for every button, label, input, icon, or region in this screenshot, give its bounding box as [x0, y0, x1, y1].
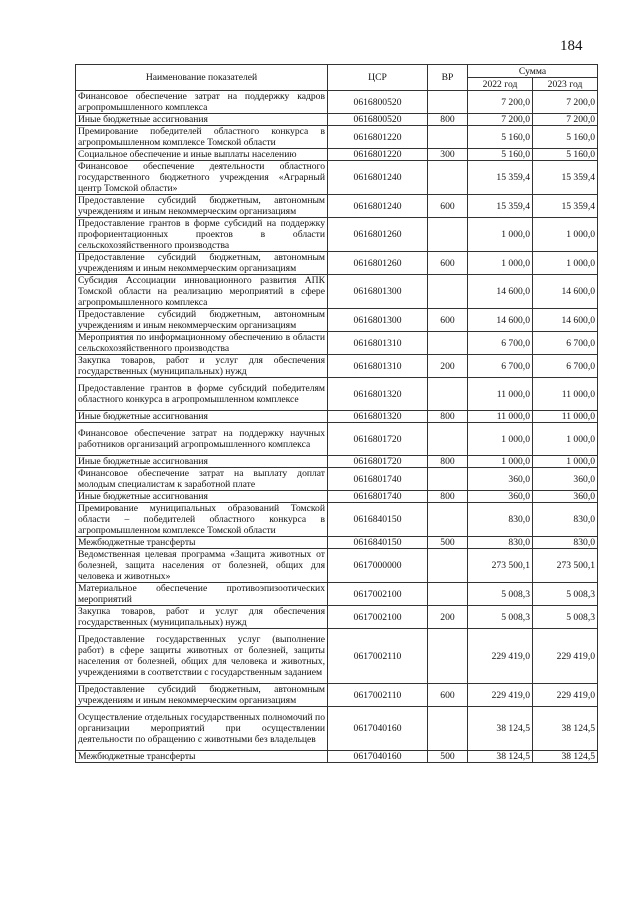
row-csr: 0617000000 — [328, 549, 428, 583]
row-csr: 0616801740 — [328, 468, 428, 491]
table-row — [76, 378, 598, 411]
row-amount-2023: 6 700,0 — [533, 332, 598, 355]
table-row — [76, 456, 598, 468]
row-vr: 200 — [428, 606, 468, 629]
row-amount-2023: 1 000,0 — [533, 218, 598, 252]
row-vr — [428, 707, 468, 751]
row-csr: 0616801300 — [328, 275, 428, 309]
row-name: Межбюджетные трансферты — [76, 751, 328, 763]
row-amount-2023: 5 008,3 — [533, 606, 598, 629]
row-csr: 0616801320 — [328, 378, 428, 411]
row-vr — [428, 583, 468, 606]
row-csr: 0617002110 — [328, 684, 428, 707]
table-row — [76, 468, 598, 491]
row-amount-2022: 360,0 — [468, 468, 533, 491]
row-vr: 500 — [428, 751, 468, 763]
row-amount-2022: 14 600,0 — [468, 275, 533, 309]
header-name: Наименование показателей — [76, 65, 328, 91]
row-amount-2022: 7 200,0 — [468, 114, 533, 126]
row-vr: 600 — [428, 309, 468, 332]
row-name: Финансовое обеспечение затрат на поддержку научных работников организаций агропромышленного комплекса — [76, 423, 328, 456]
row-vr — [428, 629, 468, 684]
row-name: Иные бюджетные ассигнования — [76, 114, 328, 126]
row-amount-2022: 1 000,0 — [468, 423, 533, 456]
row-amount-2023: 830,0 — [533, 537, 598, 549]
row-amount-2023: 14 600,0 — [533, 309, 598, 332]
row-amount-2023: 38 124,5 — [533, 751, 598, 763]
row-name: Предоставление грантов в форме субсидий победителям областного конкурса в агропромышленном комплексе — [76, 378, 328, 411]
row-vr: 200 — [428, 355, 468, 378]
row-amount-2023: 15 359,4 — [533, 195, 598, 218]
row-name: Закупка товаров, работ и услуг для обеспечения государственных (муниципальных) нужд — [76, 355, 328, 378]
row-csr: 0616801260 — [328, 218, 428, 252]
table-row — [76, 549, 598, 583]
row-csr: 0616840150 — [328, 503, 428, 537]
row-csr: 0616801240 — [328, 195, 428, 218]
row-name: Финансовое обеспечение затрат на поддержку кадров агропромышленного комплекса — [76, 91, 328, 114]
row-name: Субсидия Ассоциации инновационного развития АПК Томской области на реализацию мероприятий в сфере агропромышленного комплекса — [76, 275, 328, 309]
row-amount-2022: 1 000,0 — [468, 218, 533, 252]
row-amount-2022: 229 419,0 — [468, 629, 533, 684]
row-vr — [428, 378, 468, 411]
row-name: Закупка товаров, работ и услуг для обеспечения государственных (муниципальных) нужд — [76, 606, 328, 629]
row-amount-2023: 5 160,0 — [533, 126, 598, 149]
row-vr: 600 — [428, 195, 468, 218]
row-amount-2022: 830,0 — [468, 537, 533, 549]
table-row — [76, 91, 598, 114]
row-vr — [428, 91, 468, 114]
row-csr: 0616801310 — [328, 355, 428, 378]
row-amount-2022: 5 160,0 — [468, 126, 533, 149]
row-amount-2022: 5 160,0 — [468, 149, 533, 161]
row-amount-2023: 7 200,0 — [533, 91, 598, 114]
row-name: Предоставление субсидий бюджетным, автономным учреждениям и иным некоммерческим организациям — [76, 684, 328, 707]
table-row — [76, 751, 598, 763]
row-amount-2022: 830,0 — [468, 503, 533, 537]
row-amount-2022: 7 200,0 — [468, 91, 533, 114]
row-csr: 0616801320 — [328, 411, 428, 423]
row-amount-2023: 14 600,0 — [533, 275, 598, 309]
row-vr — [428, 503, 468, 537]
row-amount-2022: 14 600,0 — [468, 309, 533, 332]
row-vr: 600 — [428, 684, 468, 707]
row-name: Финансовое обеспечение деятельности областного государственного бюджетного учреждения «Аграрный центр Томской области» — [76, 161, 328, 195]
row-amount-2023: 5 160,0 — [533, 149, 598, 161]
row-amount-2022: 6 700,0 — [468, 355, 533, 378]
row-vr — [428, 161, 468, 195]
row-vr — [428, 218, 468, 252]
table-row — [76, 537, 598, 549]
row-amount-2023: 360,0 — [533, 468, 598, 491]
row-name: Премирование победителей областного конкурса в агропромышленном комплексе Томской области — [76, 126, 328, 149]
row-csr: 0616800520 — [328, 91, 428, 114]
row-amount-2022: 5 008,3 — [468, 583, 533, 606]
row-amount-2022: 5 008,3 — [468, 606, 533, 629]
row-amount-2023: 11 000,0 — [533, 378, 598, 411]
row-csr: 0616801240 — [328, 161, 428, 195]
table-row — [76, 218, 598, 252]
row-name: Финансовое обеспечение затрат на выплату доплат молодым специалистам к заработной плате — [76, 468, 328, 491]
row-vr: 800 — [428, 491, 468, 503]
row-vr — [428, 423, 468, 456]
row-amount-2023: 229 419,0 — [533, 629, 598, 684]
row-csr: 0616801300 — [328, 309, 428, 332]
row-csr: 0617002100 — [328, 583, 428, 606]
row-amount-2022: 38 124,5 — [468, 751, 533, 763]
table-row — [76, 355, 598, 378]
table-row — [76, 149, 598, 161]
row-amount-2022: 360,0 — [468, 491, 533, 503]
row-name: Ведомственная целевая программа «Защита животных от болезней, защита населения от болезней, общих для человека и животных» — [76, 549, 328, 583]
row-amount-2023: 38 124,5 — [533, 707, 598, 751]
row-name: Премирование муниципальных образований Томской области – победителей областного конкурса в агропромышленном комплексе Томской области — [76, 503, 328, 537]
row-csr: 0616801740 — [328, 491, 428, 503]
row-amount-2023: 1 000,0 — [533, 456, 598, 468]
row-csr: 0616800520 — [328, 114, 428, 126]
row-name: Предоставление субсидий бюджетным, автономным учреждениям и иным некоммерческим организациям — [76, 252, 328, 275]
row-amount-2022: 15 359,4 — [468, 195, 533, 218]
header-csr: ЦСР — [328, 65, 428, 91]
row-csr: 0616801220 — [328, 126, 428, 149]
row-name: Мероприятия по информационному обеспечению в области сельскохозяйственного производства — [76, 332, 328, 355]
table-row — [76, 126, 598, 149]
row-amount-2022: 6 700,0 — [468, 332, 533, 355]
row-name: Социальное обеспечение и иные выплаты населению — [76, 149, 328, 161]
budget-table — [75, 64, 598, 763]
row-name: Иные бюджетные ассигнования — [76, 411, 328, 423]
row-csr: 0616801720 — [328, 423, 428, 456]
table-row — [76, 161, 598, 195]
row-vr: 500 — [428, 537, 468, 549]
row-csr: 0617040160 — [328, 707, 428, 751]
table-row — [76, 309, 598, 332]
row-vr — [428, 549, 468, 583]
row-amount-2022: 11 000,0 — [468, 411, 533, 423]
table-row — [76, 195, 598, 218]
row-vr — [428, 275, 468, 309]
page-number: 184 — [560, 38, 583, 54]
row-amount-2022: 15 359,4 — [468, 161, 533, 195]
table-row — [76, 629, 598, 684]
row-csr: 0616801220 — [328, 149, 428, 161]
header-vr: ВР — [428, 65, 468, 91]
table-row — [76, 503, 598, 537]
row-name: Предоставление субсидий бюджетным, автономным учреждениям и иным некоммерческим организациям — [76, 309, 328, 332]
header-year-2023: 2023 год — [533, 78, 598, 91]
row-amount-2023: 15 359,4 — [533, 161, 598, 195]
row-amount-2023: 830,0 — [533, 503, 598, 537]
row-csr: 0616840150 — [328, 537, 428, 549]
row-name: Предоставление грантов в форме субсидий на поддержку профориентационных проектов в области сельскохозяйственного производства — [76, 218, 328, 252]
table-row — [76, 411, 598, 423]
row-vr — [428, 468, 468, 491]
row-csr: 0616801310 — [328, 332, 428, 355]
row-vr: 300 — [428, 149, 468, 161]
table-row — [76, 423, 598, 456]
row-amount-2022: 273 500,1 — [468, 549, 533, 583]
row-name: Иные бюджетные ассигнования — [76, 491, 328, 503]
table-row — [76, 684, 598, 707]
row-name: Предоставление государственных услуг (выполнение работ) в сфере защиты животных от болезней, защиты населения от болезней, общих для человека и животных, учреждениями в соответствии с государственным заданием — [76, 629, 328, 684]
row-vr — [428, 332, 468, 355]
row-amount-2022: 1 000,0 — [468, 252, 533, 275]
row-amount-2023: 273 500,1 — [533, 549, 598, 583]
row-vr: 800 — [428, 114, 468, 126]
row-name: Иные бюджетные ассигнования — [76, 456, 328, 468]
row-name: Материальное обеспечение противоэпизоотических мероприятий — [76, 583, 328, 606]
row-csr: 0617040160 — [328, 751, 428, 763]
header-sum: Сумма — [468, 65, 598, 78]
row-amount-2023: 6 700,0 — [533, 355, 598, 378]
row-amount-2023: 5 008,3 — [533, 583, 598, 606]
row-vr: 800 — [428, 411, 468, 423]
row-amount-2023: 1 000,0 — [533, 252, 598, 275]
row-name: Осуществление отдельных государственных полномочий по организации мероприятий при осуществлении деятельности по обращению с животными без владельцев — [76, 707, 328, 751]
table-row — [76, 583, 598, 606]
table-row — [76, 114, 598, 126]
row-amount-2022: 11 000,0 — [468, 378, 533, 411]
row-amount-2023: 360,0 — [533, 491, 598, 503]
table-body — [76, 91, 598, 763]
row-amount-2023: 229 419,0 — [533, 684, 598, 707]
table-row — [76, 707, 598, 751]
row-name: Предоставление субсидий бюджетным, автономным учреждениям и иным некоммерческим организациям — [76, 195, 328, 218]
row-amount-2022: 38 124,5 — [468, 707, 533, 751]
table-row — [76, 252, 598, 275]
row-vr: 800 — [428, 456, 468, 468]
header-year-2022: 2022 год — [468, 78, 533, 91]
table-row — [76, 491, 598, 503]
row-amount-2022: 229 419,0 — [468, 684, 533, 707]
row-csr: 0617002110 — [328, 629, 428, 684]
row-vr: 600 — [428, 252, 468, 275]
row-csr: 0616801720 — [328, 456, 428, 468]
row-amount-2023: 7 200,0 — [533, 114, 598, 126]
row-name: Межбюджетные трансферты — [76, 537, 328, 549]
table-row — [76, 275, 598, 309]
row-vr — [428, 126, 468, 149]
table-row — [76, 606, 598, 629]
row-csr: 0617002100 — [328, 606, 428, 629]
row-amount-2022: 1 000,0 — [468, 456, 533, 468]
row-amount-2023: 11 000,0 — [533, 411, 598, 423]
row-amount-2023: 1 000,0 — [533, 423, 598, 456]
row-csr: 0616801260 — [328, 252, 428, 275]
table-row — [76, 332, 598, 355]
